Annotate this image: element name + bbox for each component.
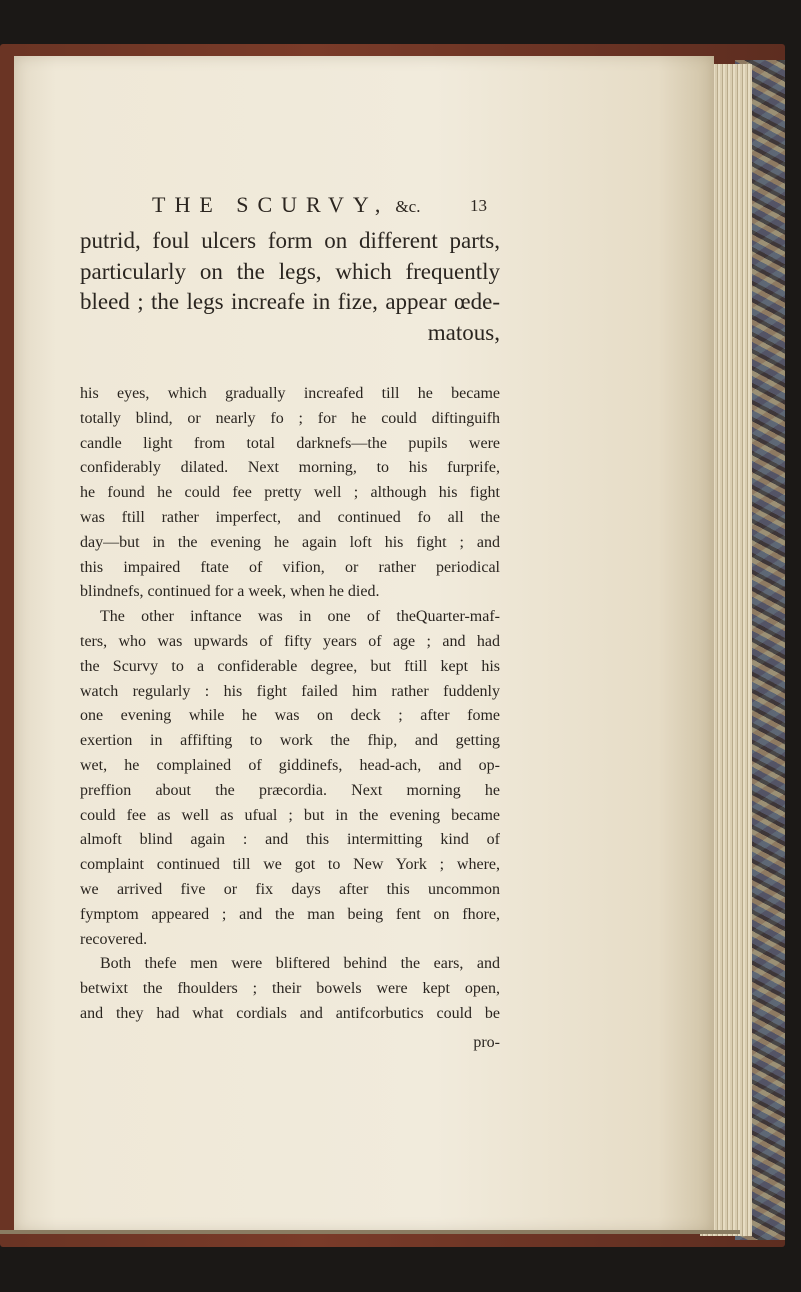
paragraph: [80, 952, 500, 1026]
text-line: he found he could fee pretty well ; although his fight: [80, 484, 500, 502]
text-line: complaint continued till we got to New York ; where,: [80, 856, 500, 874]
text-line: confiderably dilated. Next morning, to his furprife,: [80, 459, 500, 477]
text-line: recovered.: [80, 930, 148, 948]
text-line: matous,: [427, 319, 500, 345]
text-line: ters, who was upwards of fifty years of age ; and had: [80, 632, 500, 650]
page-number: 13: [470, 196, 487, 215]
running-title: THE SCURVY, &c.: [152, 192, 421, 217]
running-header: [0, 192, 801, 222]
text-line: his eyes, which gradually increafed till he became: [80, 385, 500, 402]
text-line: watch regularly : his fight failed him rather fuddenly: [80, 682, 500, 700]
text-line: Both thefe men were bliftered behind the ears, and: [100, 955, 500, 973]
text-line: blindnefs, continued for a week, when he died.: [80, 583, 380, 601]
text-line: and they had what cordials and antifcorbutics could be: [80, 1004, 500, 1022]
text-line: bleed ; the legs increafe in fize, appear œde-: [80, 289, 500, 314]
text-line: almoft blind again : and this intermitting kind of: [80, 831, 500, 849]
running-title-etc: &c.: [395, 197, 421, 216]
text-line: putrid, foul ulcers form on different parts,: [80, 228, 500, 253]
text-line: could fee as well as ufual ; but in the evening became: [80, 806, 500, 824]
text-line: we arrived five or fix days after this uncommon: [80, 880, 500, 898]
body-text: [80, 382, 500, 1056]
text-line: day—but in the evening he again loft his fight ; and: [80, 533, 500, 551]
text-line: totally blind, or nearly fo ; for he could diftinguifh: [80, 409, 500, 427]
text-line: betwixt the fhoulders ; their bowels were kept open,: [80, 980, 500, 998]
text-line: preffion about the præcordia. Next morning he: [80, 781, 500, 799]
text-line: was ftill rather imperfect, and continued fo all the: [80, 508, 500, 526]
paragraph: [80, 605, 500, 952]
page-bottom-edge: [0, 1230, 740, 1234]
text-line: The other inftance was in one of theQuarter-maf-: [100, 608, 500, 626]
text-line: one evening while he was on deck ; after fome: [80, 707, 500, 725]
text-line: candle light from total darknefs—the pupils were: [80, 434, 500, 452]
text-line: wet, he complained of giddinefs, head-ach, and op-: [80, 756, 500, 774]
text-line: fymptom appeared ; and the man being fent on fhore,: [80, 905, 500, 923]
text-line: this impaired ftate of vifion, or rather periodical: [80, 558, 500, 576]
catchword: pro-: [473, 1033, 500, 1051]
text-line: the Scurvy to a confiderable degree, but ftill kept his: [80, 657, 500, 675]
continuation-block: [80, 226, 500, 348]
text-line: particularly on the legs, which frequently: [80, 258, 500, 284]
paragraph: [80, 382, 500, 605]
text-line: exertion in affifting to work the fhip, and getting: [80, 732, 500, 750]
